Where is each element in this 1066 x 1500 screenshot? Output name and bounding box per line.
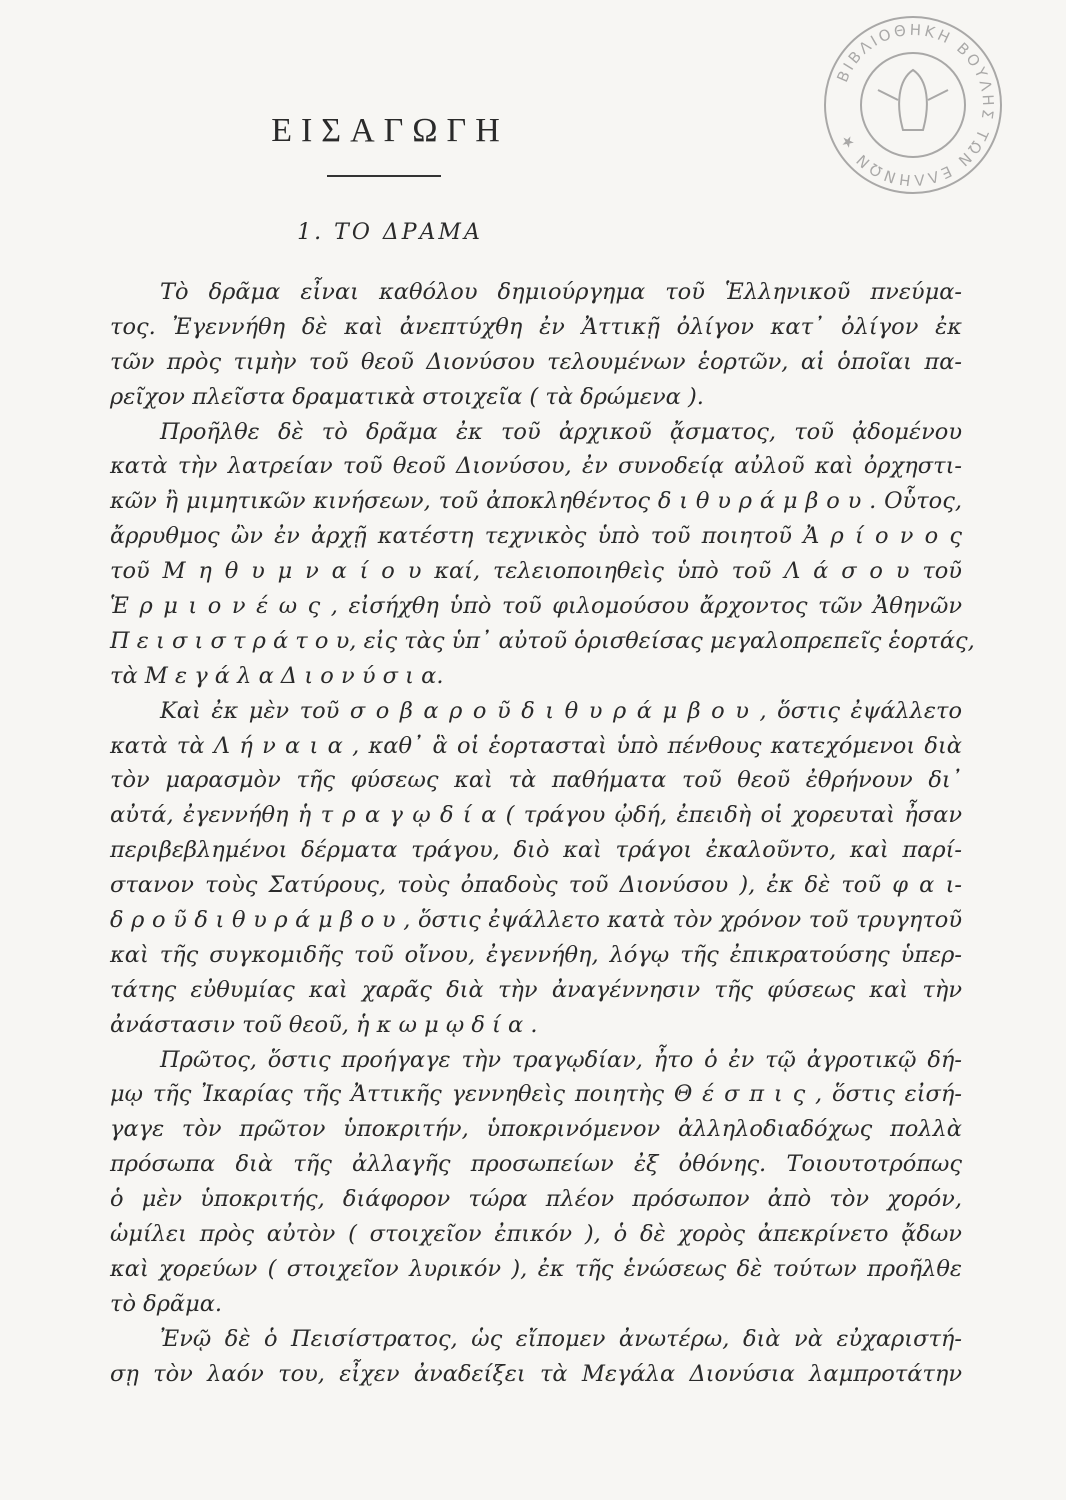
text-line: περιβεβλημένοι δέρματα τράγου, διὸ καὶ τράγοι ἐκαλοῦντο, καὶ παρί-	[110, 837, 962, 864]
text-line: τος. Ἐγεννήθη δὲ καὶ ἀνεπτύχθη ἐν Ἀττικῇ ὀλίγον κατ᾽ ὀλίγον ἐκ	[110, 313, 962, 340]
library-stamp	[818, 10, 1008, 200]
text-line: Προῆλθε δὲ τὸ δρᾶμα ἐκ τοῦ ἀρχικοῦ ᾄσματος, τοῦ ᾀδομένου	[160, 418, 962, 445]
text-line: δ ρ ο ῦ δ ι θ υ ρ ά μ β ο υ , ὅστις ἐψάλλετο κατὰ τὸν χρόνον τοῦ τρυγητοῦ	[110, 907, 962, 934]
text-line: κῶν ἢ μιμητικῶν κινήσεων, τοῦ ἀποκληθέντος δ ι θ υ ρ ά μ β ο υ . Οὗτος,	[110, 488, 962, 515]
text-line: τὸ δρᾶμα.	[110, 1290, 223, 1317]
text-line: Πρῶτος, ὅστις προήγαγε τὴν τραγῳδίαν, ἦτο ὁ ἐν τῷ ἀγροτικῷ δή-	[160, 1046, 962, 1073]
text-line: τῶν πρὸς τιμὴν τοῦ θεοῦ Διονύσου τελουμένων ἑορτῶν, αἱ ὁποῖαι πα-	[110, 348, 962, 375]
text-line: ὁ μὲν ὑποκριτής, διάφορον τώρα πλέον πρόσωπον ἀπὸ τὸν χορόν,	[110, 1186, 962, 1213]
text-line: γαγε τὸν πρῶτον ὑποκριτήν, ὑποκρινόμενον ἀλληλοδιαδόχως πολλὰ	[110, 1116, 962, 1143]
text-line: τὰ Μ ε γ ά λ α Δ ι ο ν ύ σ ι α.	[110, 662, 444, 689]
text-line: μῳ τῆς Ἰκαρίας τῆς Ἀττικῆς γεννηθεὶς ποιητὴς Θ έ σ π ι ς , ὅστις εἰσή-	[110, 1081, 962, 1108]
text-line: τοῦ Μ η θ υ μ ν α ί ο υ καί, τελειοποιηθεὶς ὑπὸ τοῦ Λ ά σ ο υ τοῦ	[110, 558, 962, 585]
text-line: καὶ χορεύων ( στοιχεῖον λυρικόν ), ἐκ τῆς ἑνώσεως δὲ τούτων προῆλθε	[110, 1255, 962, 1282]
text-line: αὐτά, ἐγεννήθη ἡ τ ρ α γ ῳ δ ί α ( τράγου ᾠδή, ἐπειδὴ οἱ χορευταὶ ἦσαν	[110, 802, 962, 829]
text-line: Καὶ ἐκ μὲν τοῦ σ ο β α ρ ο ῦ δ ι θ υ ρ ά μ β ο υ , ὅστις ἐψάλλετο	[160, 697, 962, 724]
body-text	[110, 275, 975, 1392]
text-line: κατὰ τὰ Λ ή ν α ι α , καθ᾽ ἃ οἱ ἑορτασταὶ ὑπὸ πένθους κατεχόμενοι διὰ	[110, 732, 962, 759]
page-title: ΕΙΣΑΓΩΓΗ	[271, 112, 509, 149]
svg-text:ΒΙΒΛΙΟΘΗΚΗ ΒΟΥΛΗΣ ΤΩΝ ΕΛΛΗΝΩΝ: ΒΙΒΛΙΟΘΗΚΗ ΒΟΥΛΗΣ ΤΩΝ ΕΛΛΗΝΩΝ ★	[833, 20, 998, 190]
section-heading: 1. ΤΟ ΔΡΑΜΑ	[297, 220, 483, 245]
text-line: Τὸ δρᾶμα εἶναι καθόλου δημιούργημα τοῦ Ἑλληνικοῦ πνεύμα-	[160, 279, 962, 305]
text-line: Π ε ι σ ι σ τ ρ ά τ ο υ, εἰς τὰς ὑπ᾽ αὐτοῦ ὁρισθείσας μεγαλοπρεπεῖς ἑορτάς,	[110, 627, 975, 654]
text-line: ἀνάστασιν τοῦ θεοῦ, ἡ κ ω μ ῳ δ ί α .	[110, 1011, 538, 1038]
title-underline	[327, 175, 441, 177]
text-line: τάτης εὐθυμίας καὶ χαρᾶς διὰ τὴν ἀναγέννησιν τῆς φύσεως καὶ τὴν	[110, 976, 962, 1003]
text-line: ὡμίλει πρὸς αὐτὸν ( στοιχεῖον ἐπικόν ), ὁ δὲ χορὸς ἀπεκρίνετο ᾄδων	[110, 1221, 962, 1248]
text-line: κατὰ τὴν λατρείαν τοῦ θεοῦ Διονύσου, ἐν συνοδείᾳ αὐλοῦ καὶ ὀρχηστι-	[110, 453, 962, 480]
text-line: πρόσωπα διὰ τῆς ἀλλαγῆς προσωπείων ἐξ ὀθόνης. Τοιουτοτρόπως	[110, 1151, 962, 1178]
text-line: ἄρρυθμος ὢν ἐν ἀρχῇ κατέστη τεχνικὸς ὑπὸ τοῦ ποιητοῦ Ἀ ρ ί ο ν ο ς	[110, 523, 962, 550]
text-line: ρεῖχον πλεῖστα δραματικὰ στοιχεῖα ( τὰ δρώμενα ).	[110, 383, 704, 410]
text-line: στανον τοὺς Σατύρους, τοὺς ὀπαδοὺς τοῦ Διονύσου ), ἐκ δὲ τοῦ φ α ι-	[110, 872, 962, 899]
text-line: καὶ τῆς συγκομιδῆς τοῦ οἴνου, ἐγεννήθη, λόγῳ τῆς ἐπικρατούσης ὑπερ-	[110, 941, 962, 968]
text-line: Ἑ ρ μ ι ο ν έ ω ς , εἰσήχθη ὑπὸ τοῦ φιλομούσου ἄρχοντος τῶν Ἀθηνῶν	[110, 593, 962, 620]
text-line: Ἐνῷ δὲ ὁ Πεισίστρατος, ὡς εἴπομεν ἀνωτέρω, διὰ νὰ εὐχαριστή-	[160, 1325, 962, 1352]
text-line: σῃ τὸν λαόν του, εἶχεν ἀναδείξει τὰ Μεγάλα Διονύσια λαμπροτάτην	[110, 1360, 962, 1387]
text-line: τὸν μαρασμὸν τῆς φύσεως καὶ τὰ παθήματα τοῦ θεοῦ ἐθρήνουν δι᾽	[110, 767, 962, 794]
